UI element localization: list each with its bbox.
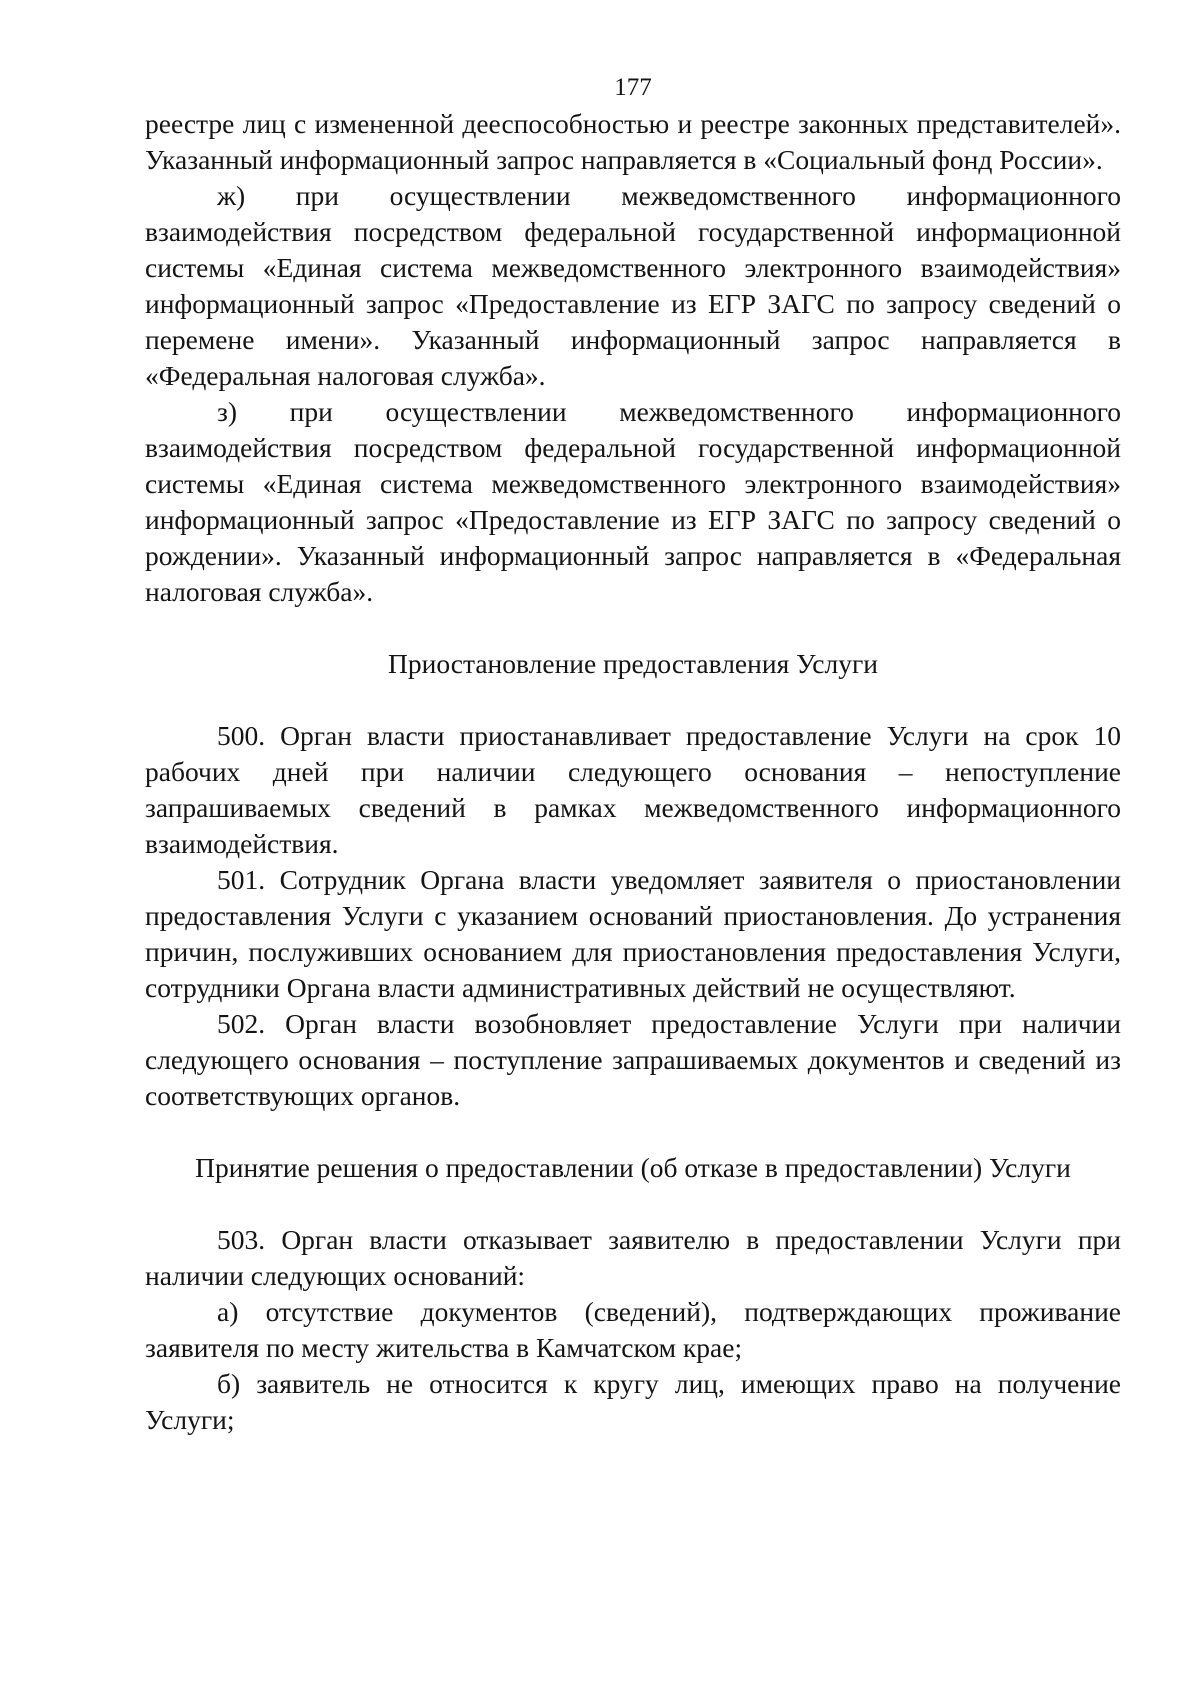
paragraph-continuation: реестре лиц с измененной дееспособностью и реестре законных представителей». Указанный информационный запрос направляется в «Социальный фонд России». <box>145 108 1121 175</box>
paragraph-item-z: з) при осуществлении межведомственного информационного взаимодействия посредством федеральной государственной информационной системы «Единая система межведомственного электронного взаимодействия» информационный запрос «Предоставление из ЕГР ЗАГС по запросу сведений о рождении». Указанный информационный запрос направляется в «Федеральная налоговая служба». <box>145 396 1121 607</box>
paragraph-503: 503. Орган власти отказывает заявителю в предоставлении Услуги при наличии следующих оснований: <box>145 1224 1121 1291</box>
document-page <box>145 70 1121 1438</box>
paragraph-item-zh: ж) при осуществлении межведомственного информационного взаимодействия посредством федеральной государственной информационной системы «Единая система межведомственного электронного взаимодействия» информационный запрос «Предоставление из ЕГР ЗАГС по запросу сведений о перемене имени». Указанный информационный запрос направляется в «Федеральная налоговая служба». <box>145 180 1121 391</box>
page-number: 177 <box>614 74 652 101</box>
paragraph-503-item-a: а) отсутствие документов (сведений), подтверждающих проживание заявителя по месту жительства в Камчатском крае; <box>145 1296 1121 1363</box>
section-heading-decision: Принятие решения о предоставлении (об отказе в предоставлении) Услуги <box>195 1152 1071 1183</box>
paragraph-503-item-b: б) заявитель не относится к кругу лиц, имеющих право на получение Услуги; <box>145 1368 1121 1435</box>
paragraph-502: 502. Орган власти возобновляет предоставление Услуги при наличии следующего основания – поступление запрашиваемых документов и сведений из соответствующих органов. <box>145 1008 1121 1111</box>
paragraph-500: 500. Орган власти приостанавливает предоставление Услуги на срок 10 рабочих дней при наличии следующего основания – непоступление запрашиваемых сведений в рамках межведомственного информационного взаимодействия. <box>145 720 1121 859</box>
section-heading-suspension: Приостановление предоставления Услуги <box>388 648 878 679</box>
paragraph-501: 501. Сотрудник Органа власти уведомляет заявителя о приостановлении предоставления Услуги с указанием оснований приостановления. До устранения причин, послуживших основанием для приостановления предоставления Услуги, сотрудники Органа власти административных действий не осуществляют. <box>145 864 1121 1003</box>
